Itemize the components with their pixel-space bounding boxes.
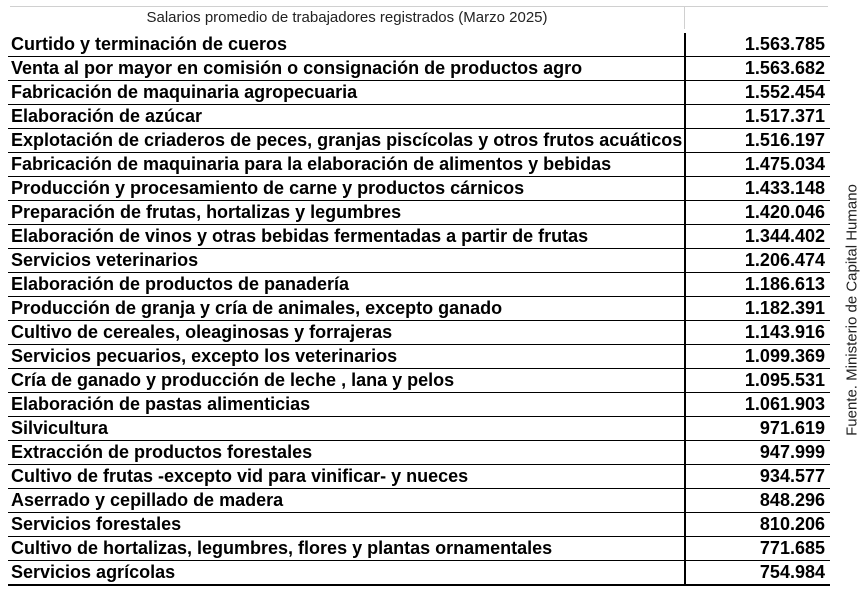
activity-name-cell: Cultivo de cereales, oleaginosas y forrajeras bbox=[8, 321, 685, 345]
salary-value-cell: 1.182.391 bbox=[685, 297, 830, 321]
salary-value-cell: 1.186.613 bbox=[685, 273, 830, 297]
salary-value-cell: 1.143.916 bbox=[685, 321, 830, 345]
salary-value-cell: 1.099.369 bbox=[685, 345, 830, 369]
table-row bbox=[8, 537, 830, 561]
salary-value-cell: 1.095.531 bbox=[685, 369, 830, 393]
activity-name-cell: Elaboración de productos de panadería bbox=[8, 273, 685, 297]
activity-name-cell: Elaboración de azúcar bbox=[8, 105, 685, 129]
salary-value-cell: 1.563.682 bbox=[685, 57, 830, 81]
activity-name-cell: Explotación de criaderos de peces, granjas piscícolas y otros frutos acuáticos bbox=[8, 129, 685, 153]
activity-name-cell: Producción y procesamiento de carne y productos cárnicos bbox=[8, 177, 685, 201]
salary-value-cell: 1.516.197 bbox=[685, 129, 830, 153]
table-row bbox=[8, 321, 830, 345]
table-row bbox=[8, 393, 830, 417]
table-row bbox=[8, 345, 830, 369]
salary-value-cell: 1.552.454 bbox=[685, 81, 830, 105]
table-header bbox=[10, 6, 828, 29]
table-row bbox=[8, 225, 830, 249]
activity-name-cell: Cultivo de frutas -excepto vid para vinificar- y nueces bbox=[8, 465, 685, 489]
table-row bbox=[8, 417, 830, 441]
table-row bbox=[8, 81, 830, 105]
activity-name-cell: Fabricación de maquinaria agropecuaria bbox=[8, 81, 685, 105]
activity-name-cell: Servicios agrícolas bbox=[8, 561, 685, 586]
activity-name-cell: Servicios pecuarios, excepto los veterinarios bbox=[8, 345, 685, 369]
salaries-table-body bbox=[8, 33, 830, 585]
activity-name-cell: Venta al por mayor en comisión o consignación de productos agro bbox=[8, 57, 685, 81]
table-row bbox=[8, 297, 830, 321]
activity-name-cell: Cría de ganado y producción de leche , lana y pelos bbox=[8, 369, 685, 393]
salary-value-cell: 1.517.371 bbox=[685, 105, 830, 129]
salary-value-cell: 934.577 bbox=[685, 465, 830, 489]
activity-name-cell: Preparación de frutas, hortalizas y legumbres bbox=[8, 201, 685, 225]
salary-value-cell: 771.685 bbox=[685, 537, 830, 561]
activity-name-cell: Elaboración de pastas alimenticias bbox=[8, 393, 685, 417]
salary-value-cell: 971.619 bbox=[685, 417, 830, 441]
activity-name-cell: Cultivo de hortalizas, legumbres, flores y plantas ornamentales bbox=[8, 537, 685, 561]
table-row bbox=[8, 273, 830, 297]
activity-name-cell: Aserrado y cepillado de madera bbox=[8, 489, 685, 513]
table-row bbox=[8, 129, 830, 153]
salary-value-cell: 1.344.402 bbox=[685, 225, 830, 249]
salary-value-cell: 1.563.785 bbox=[685, 33, 830, 57]
activity-name-cell: Servicios veterinarios bbox=[8, 249, 685, 273]
table-row bbox=[8, 489, 830, 513]
salary-value-cell: 1.475.034 bbox=[685, 153, 830, 177]
salary-value-cell: 848.296 bbox=[685, 489, 830, 513]
table-row bbox=[8, 105, 830, 129]
table-row bbox=[8, 441, 830, 465]
salary-value-cell: 1.433.148 bbox=[685, 177, 830, 201]
table-row bbox=[8, 177, 830, 201]
table-title: Salarios promedio de trabajadores registrados (Marzo 2025) bbox=[146, 9, 548, 26]
table-row bbox=[8, 201, 830, 225]
activity-name-cell: Elaboración de vinos y otras bebidas fermentadas a partir de frutas bbox=[8, 225, 685, 249]
salary-value-cell: 1.420.046 bbox=[685, 201, 830, 225]
activity-name-cell: Servicios forestales bbox=[8, 513, 685, 537]
table-row bbox=[8, 513, 830, 537]
salary-value-cell: 810.206 bbox=[685, 513, 830, 537]
table-row bbox=[8, 249, 830, 273]
activity-name-cell: Producción de granja y cría de animales, excepto ganado bbox=[8, 297, 685, 321]
activity-name-cell: Extracción de productos forestales bbox=[8, 441, 685, 465]
table-row bbox=[8, 33, 830, 57]
salary-value-cell: 1.061.903 bbox=[685, 393, 830, 417]
salary-value-cell: 754.984 bbox=[685, 561, 830, 586]
activity-name-cell: Curtido y terminación de cueros bbox=[8, 33, 685, 57]
salary-value-cell: 947.999 bbox=[685, 441, 830, 465]
header-value-cell bbox=[684, 7, 829, 29]
table-row bbox=[8, 465, 830, 489]
table-row bbox=[8, 561, 830, 586]
table-row bbox=[8, 369, 830, 393]
activity-name-cell: Fabricación de maquinaria para la elaboración de alimentos y bebidas bbox=[8, 153, 685, 177]
table-row bbox=[8, 57, 830, 81]
source-note: Fuente. Ministerio de Capital Humano bbox=[843, 184, 861, 436]
table-row bbox=[8, 153, 830, 177]
activity-name-cell: Silvicultura bbox=[8, 417, 685, 441]
salaries-table bbox=[8, 33, 830, 586]
salary-value-cell: 1.206.474 bbox=[685, 249, 830, 273]
